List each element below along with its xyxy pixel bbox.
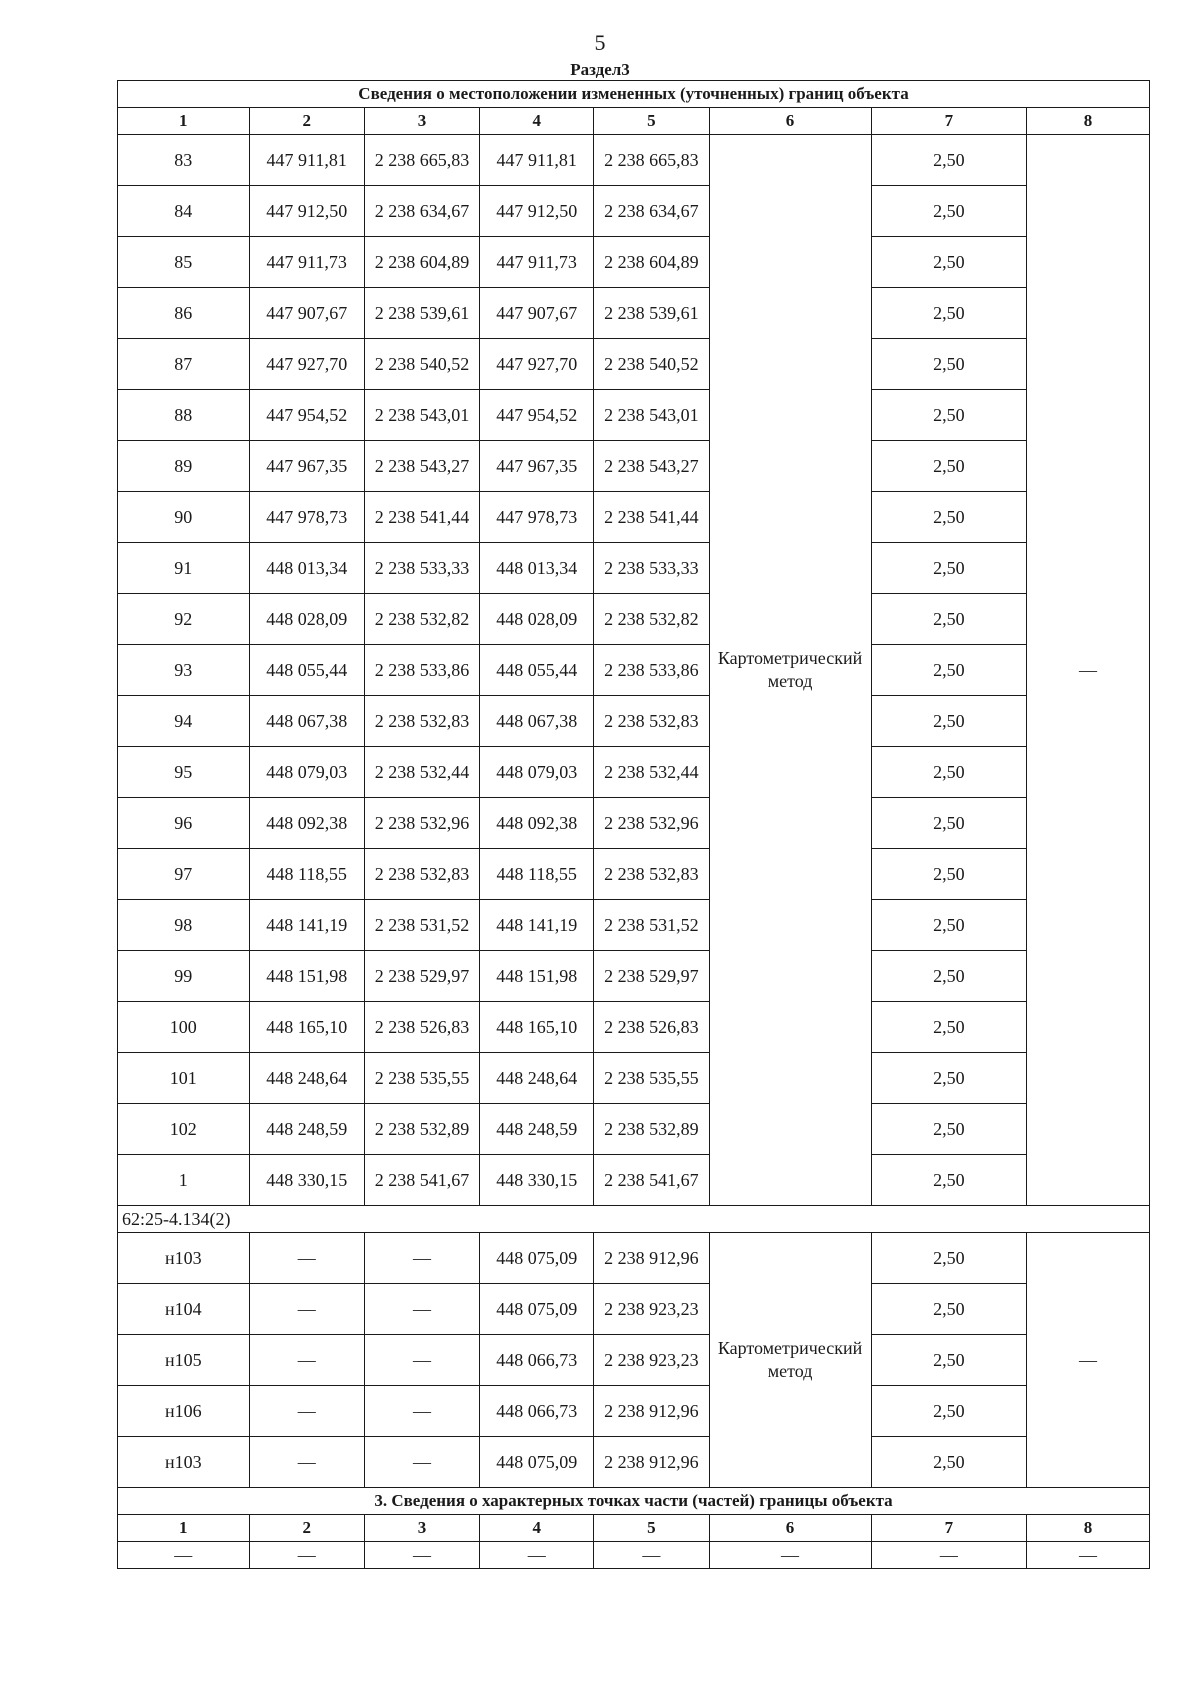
table-cell: 447 911,81 (480, 135, 594, 186)
subheader-row (118, 1206, 1150, 1233)
table-row (118, 798, 1150, 849)
table-cell: — (249, 1542, 364, 1569)
table-cell: 2 238 541,44 (594, 492, 709, 543)
table-cell: 2 238 912,96 (594, 1233, 709, 1284)
table-cell: 447 978,73 (249, 492, 364, 543)
table-row (118, 186, 1150, 237)
table-cell: 2 238 535,55 (594, 1053, 709, 1104)
table-row (118, 441, 1150, 492)
section3-title-row (118, 1488, 1150, 1515)
table-row (118, 1053, 1150, 1104)
table-cell: 2 238 533,86 (364, 645, 479, 696)
column-header-row (118, 108, 1150, 135)
table-cell: — (364, 1437, 479, 1488)
table-row (118, 288, 1150, 339)
accuracy-cell: 2,50 (871, 1284, 1027, 1335)
table-cell: 448 248,64 (249, 1053, 364, 1104)
col8-cell: — (1027, 135, 1150, 1206)
accuracy-cell: 2,50 (871, 1104, 1027, 1155)
table-cell: 448 165,10 (480, 1002, 594, 1053)
accuracy-cell: 2,50 (871, 237, 1027, 288)
table-cell: 448 165,10 (249, 1002, 364, 1053)
accuracy-cell: 2,50 (871, 645, 1027, 696)
table-cell: 88 (118, 390, 250, 441)
accuracy-cell: 2,50 (871, 1437, 1027, 1488)
table-cell: 2 238 543,27 (594, 441, 709, 492)
table-cell: 448 118,55 (249, 849, 364, 900)
accuracy-cell: 2,50 (871, 1233, 1027, 1284)
column-header: 8 (1027, 1515, 1150, 1542)
table-cell: 2 238 634,67 (594, 186, 709, 237)
method-cell: Картометрический метод (709, 1233, 871, 1488)
table-cell: 448 118,55 (480, 849, 594, 900)
table-cell: 2 238 533,33 (364, 543, 479, 594)
table-cell: н104 (118, 1284, 250, 1335)
accuracy-cell: 2,50 (871, 1335, 1027, 1386)
table-cell: 447 927,70 (249, 339, 364, 390)
column-header: 1 (118, 1515, 250, 1542)
table-row (118, 900, 1150, 951)
table-cell: 100 (118, 1002, 250, 1053)
table-body (118, 81, 1150, 1569)
table-row (118, 543, 1150, 594)
table-cell: 2 238 529,97 (594, 951, 709, 1002)
table-cell: — (871, 1542, 1027, 1569)
table-cell: 448 151,98 (480, 951, 594, 1002)
table-cell: 447 912,50 (480, 186, 594, 237)
table-cell: 448 079,03 (480, 747, 594, 798)
table-cell: 2 238 532,83 (594, 849, 709, 900)
table-cell: 448 248,59 (249, 1104, 364, 1155)
section-title: Раздел3 (570, 60, 630, 79)
table-cell: 447 907,67 (480, 288, 594, 339)
table-cell: 447 912,50 (249, 186, 364, 237)
table-cell: 2 238 912,96 (594, 1437, 709, 1488)
table-cell: 2 238 532,96 (594, 798, 709, 849)
table-cell: 2 238 529,97 (364, 951, 479, 1002)
table-cell: 448 141,19 (480, 900, 594, 951)
table-cell: — (118, 1542, 250, 1569)
accuracy-cell: 2,50 (871, 492, 1027, 543)
table-cell: 448 092,38 (480, 798, 594, 849)
table-cell: 84 (118, 186, 250, 237)
accuracy-cell: 2,50 (871, 1386, 1027, 1437)
table-cell: 2 238 533,86 (594, 645, 709, 696)
table-cell: 101 (118, 1053, 250, 1104)
table-row (118, 1002, 1150, 1053)
table-cell: 86 (118, 288, 250, 339)
table-cell: 2 238 532,83 (364, 696, 479, 747)
column-header: 1 (118, 108, 250, 135)
table-cell: 448 248,59 (480, 1104, 594, 1155)
accuracy-cell: 2,50 (871, 390, 1027, 441)
table-cell: 2 238 531,52 (364, 900, 479, 951)
table-row (118, 135, 1150, 186)
table-cell: 448 066,73 (480, 1386, 594, 1437)
table-row (118, 1104, 1150, 1155)
table-cell: 2 238 532,83 (594, 696, 709, 747)
table-cell: 448 055,44 (480, 645, 594, 696)
section3-row (118, 1542, 1150, 1569)
table-cell: 2 238 923,23 (594, 1284, 709, 1335)
table-cell: 2 238 543,01 (364, 390, 479, 441)
table-row (118, 951, 1150, 1002)
table-cell: 447 911,81 (249, 135, 364, 186)
column-header: 7 (871, 1515, 1027, 1542)
table-cell: 95 (118, 747, 250, 798)
table-cell: 2 238 541,67 (364, 1155, 479, 1206)
method-cell: Картометрический метод (709, 135, 871, 1206)
accuracy-cell: 2,50 (871, 186, 1027, 237)
table-cell: 448 330,15 (249, 1155, 364, 1206)
table-cell: 94 (118, 696, 250, 747)
table-cell: — (364, 1233, 479, 1284)
table-cell: 2 238 532,89 (594, 1104, 709, 1155)
accuracy-cell: 2,50 (871, 441, 1027, 492)
table-cell: 96 (118, 798, 250, 849)
col8-cell: — (1027, 1233, 1150, 1488)
table-cell: 2 238 665,83 (594, 135, 709, 186)
table-cell: 1 (118, 1155, 250, 1206)
table-cell: 97 (118, 849, 250, 900)
accuracy-cell: 2,50 (871, 594, 1027, 645)
table-title: Сведения о местоположении измененных (уточненных) границ объекта (118, 81, 1150, 108)
table-cell: 2 238 532,82 (364, 594, 479, 645)
table-cell: 90 (118, 492, 250, 543)
table-cell: 2 238 532,89 (364, 1104, 479, 1155)
page-number: 5 (594, 30, 606, 55)
table-cell: 448 248,64 (480, 1053, 594, 1104)
table-cell: 2 238 532,44 (594, 747, 709, 798)
table-cell: 2 238 532,83 (364, 849, 479, 900)
table-cell: 448 028,09 (480, 594, 594, 645)
table-cell: — (364, 1335, 479, 1386)
column-header: 5 (594, 1515, 709, 1542)
table-cell: 2 238 665,83 (364, 135, 479, 186)
table-cell: 2 238 531,52 (594, 900, 709, 951)
table-cell: 447 911,73 (480, 237, 594, 288)
table-cell: н103 (118, 1437, 250, 1488)
column-header: 8 (1027, 108, 1150, 135)
section3-title: 3. Сведения о характерных точках части (частей) границы объекта (118, 1488, 1150, 1515)
table-cell: 448 075,09 (480, 1233, 594, 1284)
table-cell: 2 238 532,96 (364, 798, 479, 849)
table-row (118, 747, 1150, 798)
table-row (118, 594, 1150, 645)
table-cell: 448 055,44 (249, 645, 364, 696)
table-cell: 99 (118, 951, 250, 1002)
table-cell: 447 954,52 (249, 390, 364, 441)
column-header: 3 (364, 108, 479, 135)
subheader: 62:25-4.134(2) (118, 1206, 1150, 1233)
table-cell: 2 238 604,89 (594, 237, 709, 288)
table-cell: — (364, 1284, 479, 1335)
table-cell: — (364, 1542, 479, 1569)
table-cell: 2 238 634,67 (364, 186, 479, 237)
table-cell: 2 238 912,96 (594, 1386, 709, 1437)
accuracy-cell: 2,50 (871, 543, 1027, 594)
table-row (118, 1437, 1150, 1488)
accuracy-cell: 2,50 (871, 288, 1027, 339)
table-row (118, 339, 1150, 390)
table-cell: 447 911,73 (249, 237, 364, 288)
table-cell: 447 967,35 (249, 441, 364, 492)
accuracy-cell: 2,50 (871, 1155, 1027, 1206)
table-cell: 89 (118, 441, 250, 492)
table-cell: 448 013,34 (480, 543, 594, 594)
table-cell: — (709, 1542, 871, 1569)
coordinates-table (117, 80, 1150, 1569)
table-cell: 102 (118, 1104, 250, 1155)
table-row (118, 1386, 1150, 1437)
table-cell: — (1027, 1542, 1150, 1569)
table-row (118, 696, 1150, 747)
table-cell: н106 (118, 1386, 250, 1437)
table-row (118, 849, 1150, 900)
table-cell: 448 067,38 (480, 696, 594, 747)
table-cell: 2 238 539,61 (594, 288, 709, 339)
table-cell: 447 978,73 (480, 492, 594, 543)
table-cell: 448 066,73 (480, 1335, 594, 1386)
column-header: 4 (480, 108, 594, 135)
column-header: 6 (709, 1515, 871, 1542)
table-cell: 91 (118, 543, 250, 594)
table-cell: 448 330,15 (480, 1155, 594, 1206)
table-cell: 2 238 543,01 (594, 390, 709, 441)
table-cell: 448 141,19 (249, 900, 364, 951)
column-header: 4 (480, 1515, 594, 1542)
column-header: 7 (871, 108, 1027, 135)
table-cell: 2 238 532,82 (594, 594, 709, 645)
accuracy-cell: 2,50 (871, 900, 1027, 951)
table-cell: — (249, 1335, 364, 1386)
table-cell: 447 967,35 (480, 441, 594, 492)
table-cell: 98 (118, 900, 250, 951)
table-cell: 2 238 540,52 (594, 339, 709, 390)
table-cell: 87 (118, 339, 250, 390)
table-cell: — (480, 1542, 594, 1569)
column-header: 6 (709, 108, 871, 135)
table-cell: 2 238 540,52 (364, 339, 479, 390)
table-cell: 85 (118, 237, 250, 288)
table-title-row (118, 81, 1150, 108)
accuracy-cell: 2,50 (871, 951, 1027, 1002)
table-row (118, 1233, 1150, 1284)
table-row (118, 390, 1150, 441)
table-cell: 2 238 543,27 (364, 441, 479, 492)
table-cell: н105 (118, 1335, 250, 1386)
table-cell: 2 238 541,67 (594, 1155, 709, 1206)
table-cell: 2 238 539,61 (364, 288, 479, 339)
table-cell: — (249, 1437, 364, 1488)
table-cell: 2 238 532,44 (364, 747, 479, 798)
table-cell: 448 151,98 (249, 951, 364, 1002)
table-cell: 448 092,38 (249, 798, 364, 849)
accuracy-cell: 2,50 (871, 135, 1027, 186)
table-cell: — (249, 1284, 364, 1335)
table-cell: 447 927,70 (480, 339, 594, 390)
table-cell: 448 013,34 (249, 543, 364, 594)
column-header: 2 (249, 1515, 364, 1542)
column-header: 3 (364, 1515, 479, 1542)
accuracy-cell: 2,50 (871, 1002, 1027, 1053)
table-row (118, 1284, 1150, 1335)
table-cell: 447 907,67 (249, 288, 364, 339)
column-header: 2 (249, 108, 364, 135)
accuracy-cell: 2,50 (871, 1053, 1027, 1104)
table-cell: 93 (118, 645, 250, 696)
table-cell: — (594, 1542, 709, 1569)
table-cell: 2 238 526,83 (594, 1002, 709, 1053)
table-cell: — (249, 1233, 364, 1284)
accuracy-cell: 2,50 (871, 696, 1027, 747)
table-cell: 92 (118, 594, 250, 645)
table-cell: 2 238 526,83 (364, 1002, 479, 1053)
accuracy-cell: 2,50 (871, 798, 1027, 849)
table-row (118, 645, 1150, 696)
accuracy-cell: 2,50 (871, 747, 1027, 798)
table-cell: 448 075,09 (480, 1437, 594, 1488)
table-cell: 2 238 541,44 (364, 492, 479, 543)
table-cell: 448 067,38 (249, 696, 364, 747)
table-row (118, 1335, 1150, 1386)
table-cell: 448 079,03 (249, 747, 364, 798)
table-row (118, 1155, 1150, 1206)
table-cell: — (249, 1386, 364, 1437)
table-cell: 2 238 604,89 (364, 237, 479, 288)
table-cell: 2 238 533,33 (594, 543, 709, 594)
table-cell: 83 (118, 135, 250, 186)
table-cell: — (364, 1386, 479, 1437)
column-header: 5 (594, 108, 709, 135)
table-cell: н103 (118, 1233, 250, 1284)
section3-column-header-row (118, 1515, 1150, 1542)
table-cell: 447 954,52 (480, 390, 594, 441)
table-row (118, 237, 1150, 288)
table-cell: 2 238 923,23 (594, 1335, 709, 1386)
table-cell: 448 075,09 (480, 1284, 594, 1335)
table-cell: 448 028,09 (249, 594, 364, 645)
accuracy-cell: 2,50 (871, 849, 1027, 900)
accuracy-cell: 2,50 (871, 339, 1027, 390)
table-row (118, 492, 1150, 543)
table-cell: 2 238 535,55 (364, 1053, 479, 1104)
